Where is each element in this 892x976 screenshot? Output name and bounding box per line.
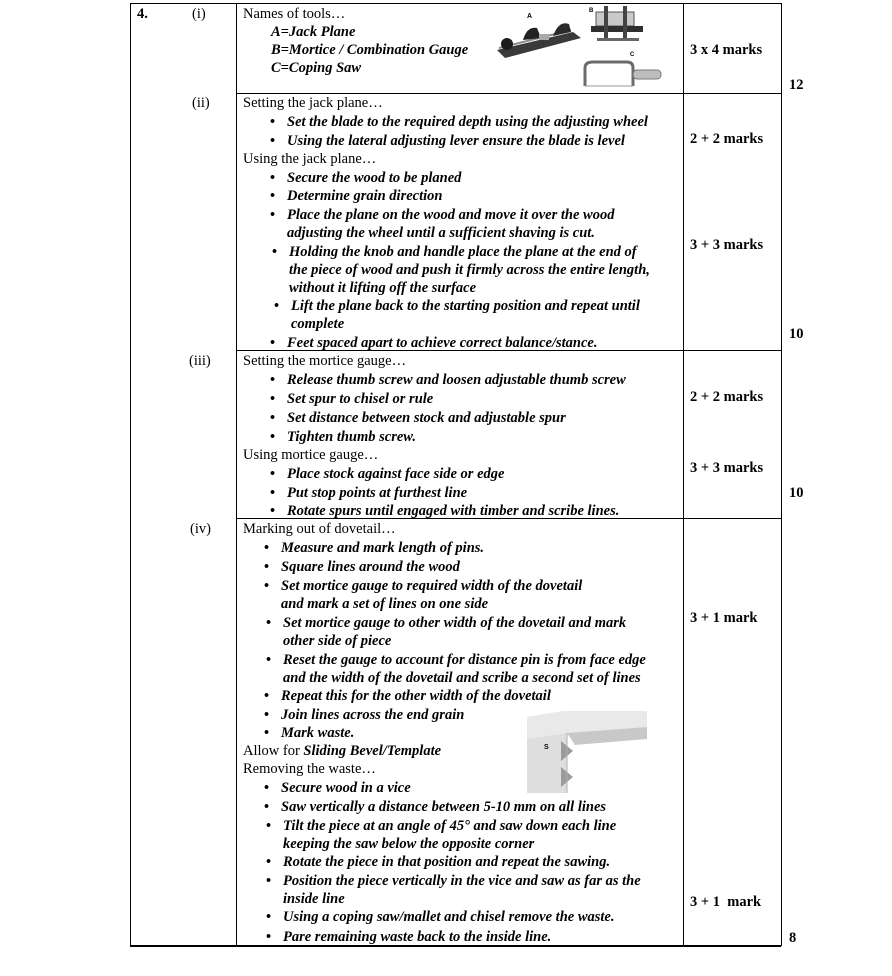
tools-illustration <box>493 4 663 92</box>
allow-emphasis: Sliding Bevel/Template <box>303 743 442 759</box>
allow-prefix: Allow for <box>243 743 304 759</box>
part-iv-allow-line <box>243 742 441 760</box>
dovetail-illustration <box>527 711 647 793</box>
part-iii-bullet: • Tighten thumb screw. <box>287 428 416 446</box>
part-iii-bullet: • Place stock against face side or edge <box>287 465 504 483</box>
part-iii-marks-using: 3 + 3 marks <box>690 460 764 476</box>
part-ii-marks-setting: 2 + 2 marks <box>690 131 764 147</box>
part-label-iv: (iv) <box>190 521 211 537</box>
illustration-label-a: A <box>527 13 533 20</box>
tool-name-b: B=Mortice / Combination Gauge <box>271 42 469 58</box>
part-iv-marks-removing: 3 + 1 mark <box>690 894 762 910</box>
part-i-marks: 3 x 4 marks <box>690 42 763 58</box>
part-iv-bullet: • Square lines around the wood <box>281 558 460 576</box>
part-iii-bullet: • Rotate spurs until engaged with timber and scribe lines. <box>287 502 619 520</box>
tool-name-c: C=Coping Saw <box>271 60 362 76</box>
part-iv-bullet: • Rotate the piece in that position and repeat the sawing. <box>283 853 610 871</box>
part-ii-using-heading: Using the jack plane… <box>243 151 377 167</box>
jack-plane-icon <box>497 23 581 58</box>
part-iv-removing-heading: Removing the waste… <box>243 761 376 777</box>
col-divider-1 <box>236 3 237 946</box>
part-label-i: (i) <box>192 6 206 22</box>
illustration-label-c: C <box>630 52 635 58</box>
part-i-heading: Names of tools… <box>243 6 346 22</box>
part-label-ii: (ii) <box>192 95 210 111</box>
illustration-label-s: S <box>544 744 549 751</box>
part-iv-bullet: • Reset the gauge to account for distance pin is from face edge and the width of the dovetail and scribe a second set of lines <box>283 651 646 687</box>
part-ii-bullet: • Lift the plane back to the starting position and repeat until complete <box>291 297 640 333</box>
part-iv-bullet: • Join lines across the end grain <box>281 706 464 724</box>
part-iv-bullet: • Measure and mark length of pins. <box>281 539 484 557</box>
part-iv-bullet: • Set mortice gauge to required width of the dovetail and mark a set of lines on one side <box>281 577 582 613</box>
table-border-left <box>130 3 131 946</box>
part-iv-total: 8 <box>789 930 797 946</box>
part-iii-bullet: • Release thumb screw and loosen adjustable thumb screw <box>287 371 626 389</box>
col-divider-2 <box>683 3 684 946</box>
part-ii-bullet: • Determine grain direction <box>287 187 442 205</box>
part-iii-bullet: • Set distance between stock and adjustable spur <box>287 409 566 427</box>
coping-saw-icon <box>585 62 661 86</box>
part-iv-bullet: • Mark waste. <box>281 724 354 742</box>
part-iii-using-heading: Using mortice gauge… <box>243 447 379 463</box>
part-iv-bullet: • Set mortice gauge to other width of the dovetail and mark other side of piece <box>283 614 626 650</box>
part-iii-total: 10 <box>789 485 804 501</box>
part-iv-bullet: • Using a coping saw/mallet and chisel remove the waste. <box>283 908 615 926</box>
col-divider-3 <box>781 3 782 946</box>
tool-name-a: A=Jack Plane <box>271 24 356 40</box>
part-iii-marks-setting: 2 + 2 marks <box>690 389 764 405</box>
part-ii-bullet: • Place the plane on the wood and move it over the wood adjusting the wheel until a sufficient shaving is cut. <box>287 206 614 242</box>
part-ii-total: 10 <box>789 326 804 342</box>
part-iii-setting-heading: Setting the mortice gauge… <box>243 353 407 369</box>
illustration-label-b: B <box>589 8 594 14</box>
part-ii-bullet: • Holding the knob and handle place the plane at the end of the piece of wood and push it firmly across the entire length, without it lifting off the surface <box>289 243 650 297</box>
part-iv-marking-heading: Marking out of dovetail… <box>243 521 396 537</box>
mortice-gauge-icon <box>591 6 643 41</box>
part-ii-bullet: • Feet spaced apart to achieve correct balance/stance. <box>287 334 597 352</box>
part-iv-bullet: • Saw vertically a distance between 5-10 mm on all lines <box>281 798 606 816</box>
part-iv-bullet: • Position the piece vertically in the vice and saw as far as the inside line <box>283 872 641 908</box>
part-iv-bullet: • Repeat this for the other width of the dovetail <box>281 687 551 705</box>
part-iv-bullet: • Tilt the piece at an angle of 45° and saw down each line keeping the saw below the opposite corner <box>283 817 616 853</box>
part-ii-marks-using: 3 + 3 marks <box>690 237 764 253</box>
part-ii-setting-heading: Setting the jack plane… <box>243 95 383 111</box>
part-i-total: 12 <box>789 77 804 93</box>
part-label-iii: (iii) <box>189 353 211 369</box>
part-iv-bullet: • Secure wood in a vice <box>281 779 411 797</box>
part-iv-marks-marking: 3 + 1 mark <box>690 610 758 626</box>
question-number: 4. <box>137 6 148 22</box>
part-iii-bullet: • Set spur to chisel or rule <box>287 390 433 408</box>
part-iv-bullet: • Pare remaining waste back to the inside line. <box>283 928 551 946</box>
part-ii-bullet: • Secure the wood to be planed <box>287 169 461 187</box>
part-iii-bullet: • Put stop points at furthest line <box>287 484 467 502</box>
part-ii-bullet: • Using the lateral adjusting lever ensure the blade is level <box>287 132 625 150</box>
part-ii-bullet: • Set the blade to the required depth using the adjusting wheel <box>287 113 648 131</box>
